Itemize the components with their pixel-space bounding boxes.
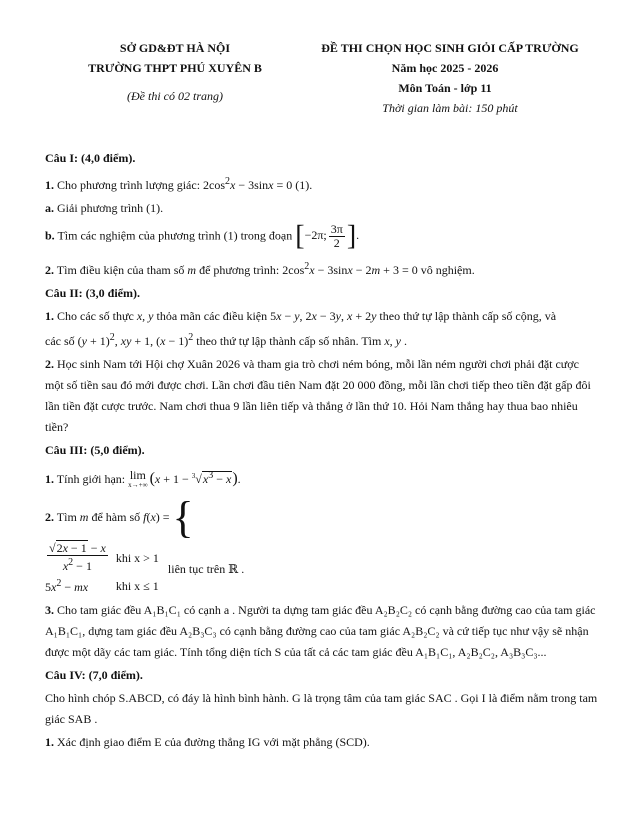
- time-limit: Thời gian làm bài: 150 phút: [382, 101, 518, 115]
- question-4-title: Câu IV: (7,0 điểm).: [45, 668, 143, 683]
- question-4-part-1: 1. Xác định giao điểm E của đường thẳng IG với mặt phẳng (SCD).: [45, 735, 370, 750]
- limit-expression: lim x→+∞ $(x + 1 - ^3√x^3 - x)$.: [128, 468, 241, 490]
- exam-info-block: [300, 38, 600, 118]
- question-3-part-1: 1. Tính giới hạn: lim x→+∞ $(x + 1 - ^3√x^3 - x)$.: [45, 468, 241, 490]
- page-count-note: (Đề thi có 02 trang): [127, 89, 223, 103]
- exam-title: ĐỀ THI CHỌN HỌC SINH GIỎI CẤP TRƯỜNG: [321, 41, 579, 55]
- school-name: TRƯỜNG THPT PHÚ XUYÊN B: [88, 61, 262, 75]
- question-1-title: Câu I: (4,0 điểm).: [45, 151, 136, 165]
- equation-1: $2\cos^2x - 3\sin x = 0$: [203, 176, 293, 192]
- question-3-title: Câu III: (5,0 điểm).: [45, 443, 145, 457]
- subject-grade: Môn Toán - lớp 11: [398, 81, 492, 95]
- question-3-part-3: 3. Cho tam giác đều A₁B₁C₁ có cạnh a . Người ta dựng tam giác đều A₂B₂C₂ có cạnh bằng đường cao của tam giác A₁B₁C₁, dựng tam giác đều A₂B₃C₃ có cạnh bằng đường cao của tam giác A₂B₂C₂ và cứ tiếp tục như vậy sẽ nhận được một dãy các tam giác. Tính tổng diện tích S của tất cả các tam giác đều A₁B₁C₁, A₂B₂C₂, A₃B₃C₃...: [45, 603, 596, 660]
- exam-content: Câu I: (4,0 điểm). 1. Cho phương trình lượng giác: $2\cos^2x - 3\sin x = 0$ (1). a. Giải phương trình (1). b. Tìm các nghiệm của phương trình (1) trong đoạn [−2π; $\frac{3\pi}{2}$ ]. 2. Tìm điều kiện của tham số m để phương trình: $2\cos^2x - 3\sin x - 2m + 3 = 0$ vô nghiệm. Câu II: (3,0 điểm). 1. Cho các số thực x, y thỏa mãn các điều kiện 5x − y, 2x − 3y, x + 2y theo thứ tự lập thành cấp số cộng, và các số $(y + 1)^2$, xy + 1, $(x - 1)^2$ theo thứ tự lập thành cấp số nhân. Tìm x, y . 2. Học sinh Nam tới Hội chợ Xuân 2026 và tham gia trò chơi ném bóng, mỗi lần ném người chơi phải đặt cược một số tiền sau đó mới được chơi. Lần chơi đầu tiên Nam đặt 20 000 đồng, mỗi lần chơi tiếp theo tiền đặt gấp đôi lần tiền đặt cược trước. Nam chơi thua 9 lần liên tiếp và thắng ở lần thứ 10. Hỏi Nam thắng hay thua bao nhiêu tiền? Câu III: (5,0 điểm). 1. Tính giới hạn: lim x→+∞ $(x + 1 - ^3√x^3 - x)$. 2. Tìm m để hàm số f(x) = { $\frac{√2x - 1 - x}{x^2 - 1}$ khi x > 1 $5x^2$ − mx khi x ≤ 1 liên tục trên ℝ . 3. Cho tam giác đều A₁B₁C₁ có cạnh a . Người ta dựng tam giác đều A₂B₂C₂ có cạnh bằng đường cao của tam giác A₁B₁C₁, dựng tam giác đều A₂B₃C₃ có cạnh bằng đường cao của tam giác A₂B₂C₂ và cứ tiếp tục như vậy sẽ nhận được một dãy các tam giác. Tính tổng diện tích S của tất cả các tam giác đều A₁B₁C₁, A₂B₂C₂, A₃B₃C₃... Câu IV: (7,0 điểm). Cho hình chóp S.ABCD, có đáy là hình bình hành. G là trọng tâm của tam giác SAC . Gọi I là điểm nằm trong tam giác SAB . 1. Xác định giao điểm E của đường thẳng IG với mặt phẳng (SCD).: [45, 148, 600, 755]
- school-year: Năm học 2025 - 2026: [391, 61, 499, 75]
- question-1-part-a: a. Giải phương trình (1).: [45, 201, 164, 215]
- school-block: [60, 38, 290, 106]
- department-name: SỞ GD&ĐT HÀ NỘI: [119, 41, 231, 55]
- question-2-part-1: 1. Cho các số thực x, y thỏa mãn các điều kiện 5x − y, 2x − 3y, x + 2y theo thứ tự lập thành cấp số cộng, và các số $(y + 1)^2$, xy + 1, $(x - 1)^2$ theo thứ tự lập thành cấp số nhân. Tìm x, y .: [45, 309, 557, 348]
- question-1-part-b: b. Tìm các nghiệm của phương trình (1) trong đoạn [−2π; $\frac{3\pi}{2}$ ].: [45, 220, 360, 252]
- question-2-title: Câu II: (3,0 điểm).: [45, 286, 140, 300]
- question-2-part-2: 2. Học sinh Nam tới Hội chợ Xuân 2026 và tham gia trò chơi ném bóng, mỗi lần ném người chơi phải đặt cược một số tiền sau đó mới được chơi. Lần chơi đầu tiên Nam đặt 20 000 đồng, mỗi lần chơi tiếp theo tiền đặt gấp đôi lần tiền đặt cược trước. Nam chơi thua 9 lần liên tiếp và thắng ở lần thứ 10. Hỏi Nam thắng hay thua bao nhiêu tiền?: [45, 357, 591, 434]
- question-4-intro: Cho hình chóp S.ABCD, có đáy là hình bình hành. G là trọng tâm của tam giác SAC . Gọi I là điểm nằm trong tam giác SAB .: [45, 691, 598, 727]
- question-3-part-2: 2. Tìm m để hàm số f(x) = {: [45, 493, 194, 543]
- question-1-part-1: 1. Cho phương trình lượng giác: $2\cos^2x - 3\sin x = 0$ (1).: [45, 176, 313, 192]
- equation-2: $2\cos^2x - 3\sin x - 2m + 3 = 0$: [282, 261, 418, 277]
- question-1-part-2: 2. Tìm điều kiện của tham số m để phương trình: $2\cos^2x - 3\sin x - 2m + 3 = 0$ vô nghiệm.: [45, 261, 475, 277]
- interval: [−2π; $\frac{3\pi}{2}$ ].: [295, 220, 360, 252]
